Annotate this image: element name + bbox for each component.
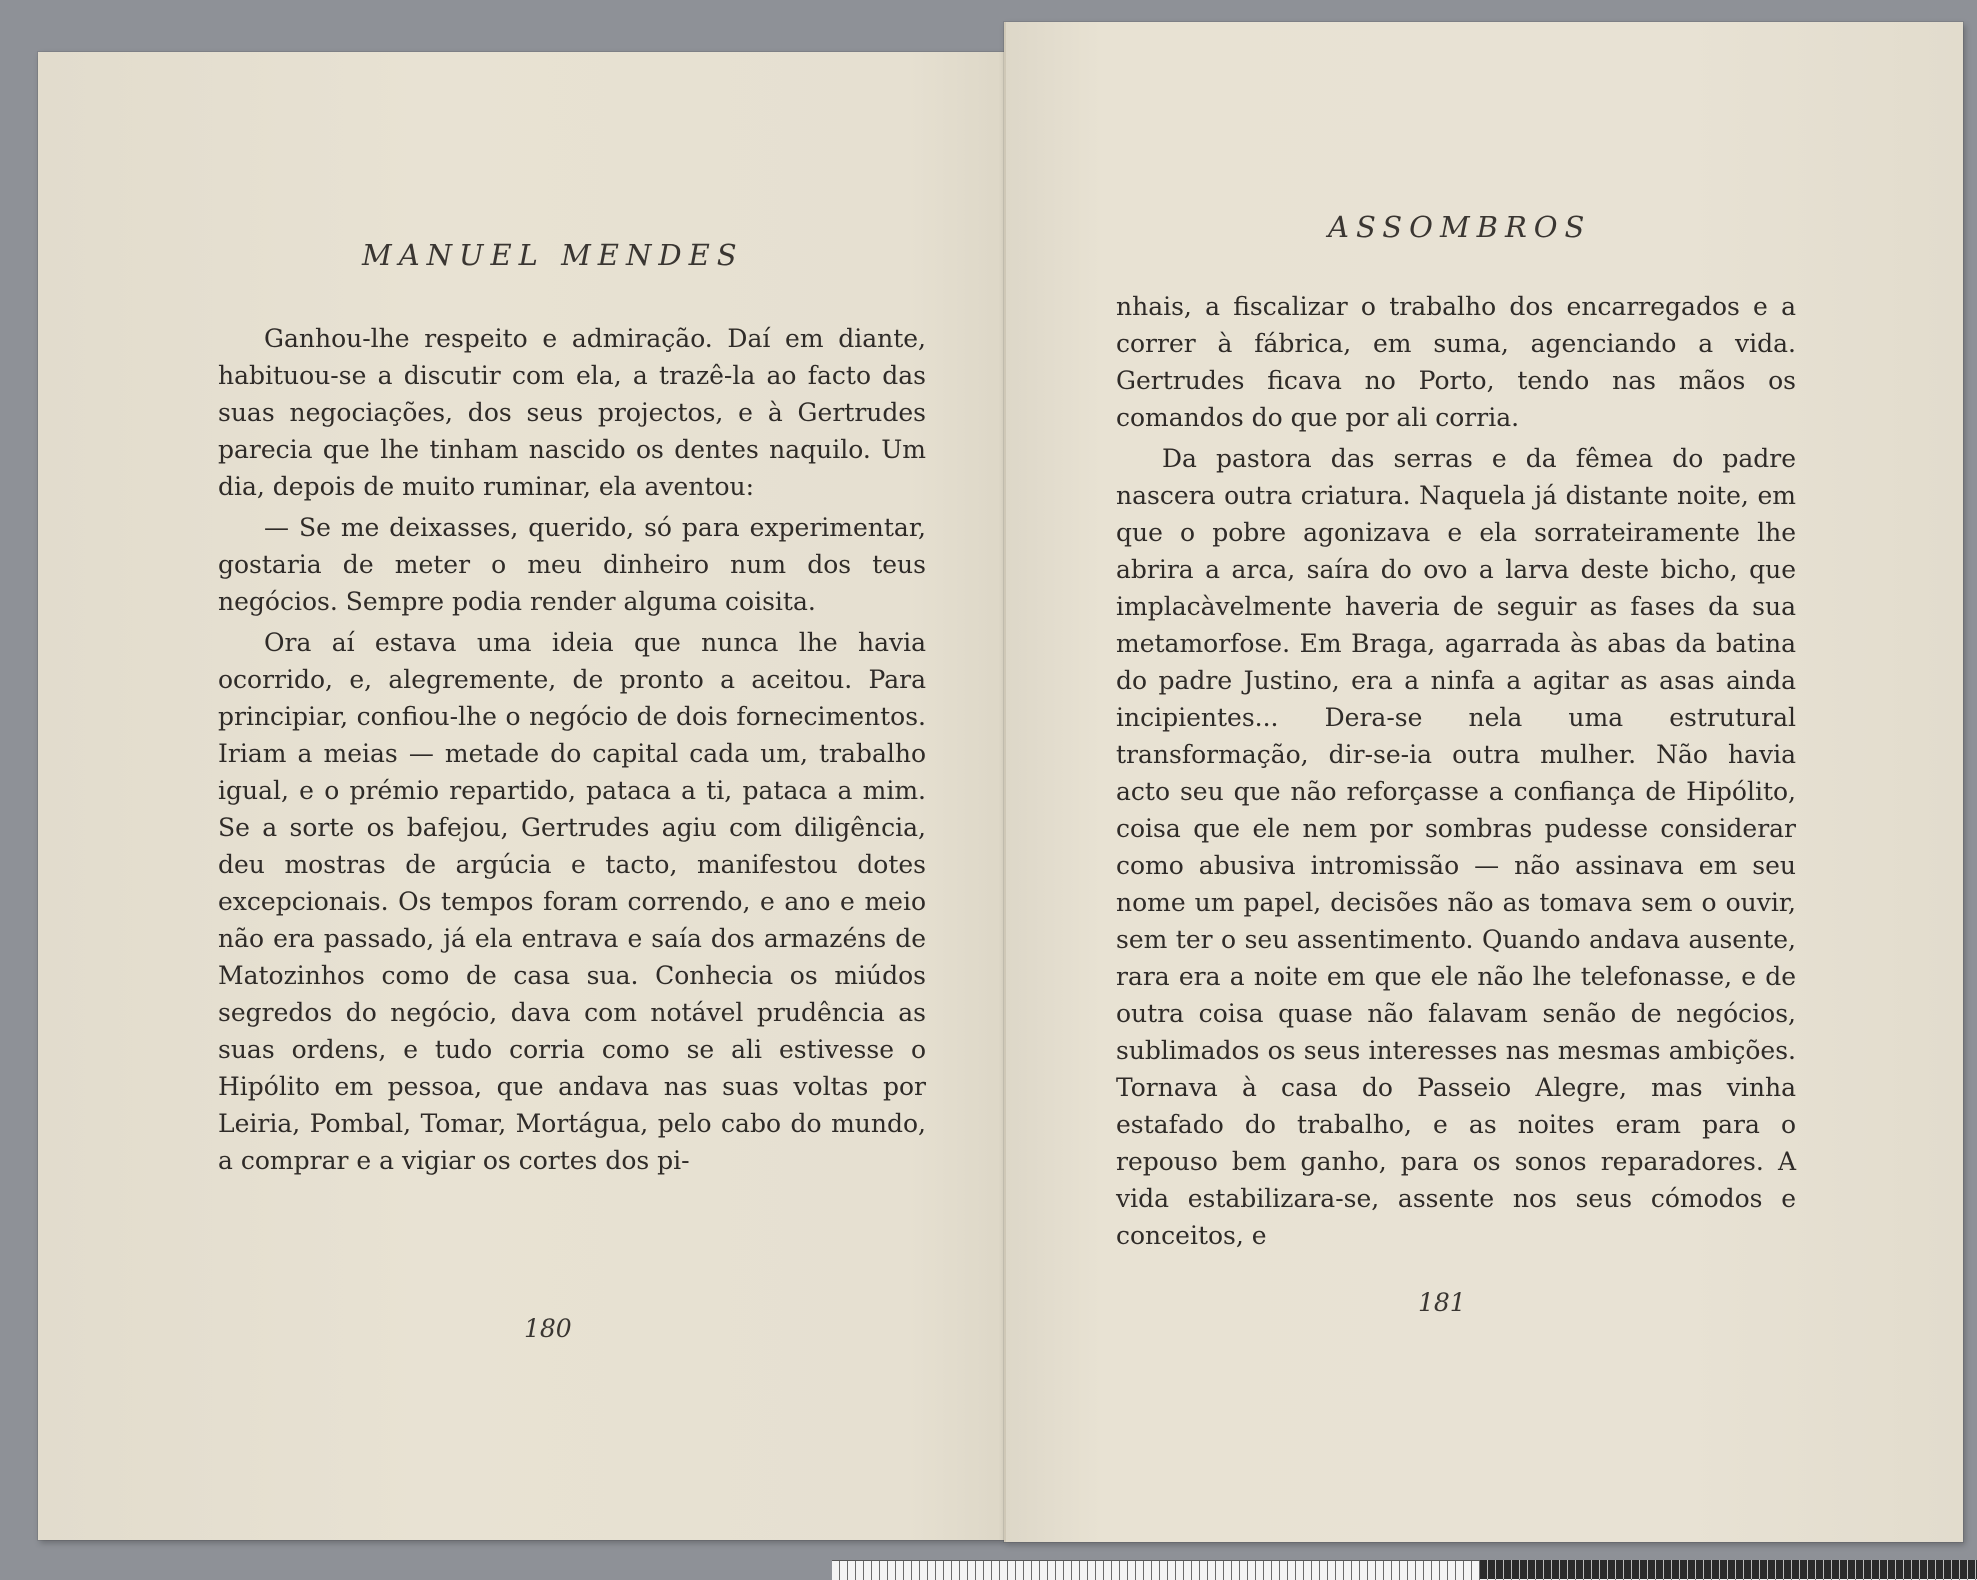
running-head-title: ASSOMBROS [1328,210,1592,244]
right-page [1004,22,1963,1542]
left-page-text [218,320,926,1183]
page-number-right: 181 [1418,1288,1466,1317]
right-page-text [1116,288,1796,1258]
page-number-left: 180 [524,1314,572,1343]
paragraph: Ora aí estava uma ideia que nunca lhe havia ocorrido, e, alegremente, de pronto a aceitou. Para principiar, confiou-lhe o negócio de dois fornecimentos. Iriam a meias — metade do capital cada um, trabalho igual, e o prémio repartido, pataca a ti, pataca a mim. Se a sorte os bafejou, Gertrudes agiu com diligência, deu mostras de argúcia e tacto, manifestou dotes excepcionais. Os tempos foram correndo, e ano e meio não era passado, já ela entrava e saía dos armazéns de Matozinhos como de casa sua. Conhecia os miúdos segredos do negócio, dava com notável prudência as suas ordens, e tudo corria como se ali estivesse o Hipólito em pessoa, que andava nas suas voltas por Leiria, Pombal, Tomar, Mortágua, pelo cabo do mundo, a comprar e a vigiar os cortes dos pi- [218,628,926,1175]
running-head-author: MANUEL MENDES [362,238,744,272]
paragraph: Ganhou-lhe respeito e admiração. Daí em diante, habituou-se a discutir com ela, a trazê-la ao facto das suas negociações, dos seus projectos, e à Gertrudes parecia que lhe tinham nascido os dentes naquilo. Um dia, depois de muito ruminar, ela aventou: [218,324,926,501]
paragraph: nhais, a fiscalizar o trabalho dos encarregados e a correr à fábrica, em suma, agenciando a vida. Gertrudes ficava no Porto, tendo nas mãos os comandos do que por ali corria. [1116,292,1796,432]
scale-ruler-dark-segment [1480,1560,1977,1579]
left-page [38,52,1004,1540]
paragraph: — Se me deixasses, querido, só para experimentar, gostaria de meter o meu dinheiro num dos teus negócios. Sempre podia render alguma coisita. [218,513,926,616]
paragraph: Da pastora das serras e da fêmea do padre nascera outra criatura. Naquela já distante noite, em que o pobre agonizava e ela sorrateiramente lhe abrira a arca, saíra do ovo a larva deste bicho, que implacàvelmente haveria de seguir as fases da sua metamorfose. Em Braga, agarrada às abas da batina do padre Justino, era a ninfa a agitar as asas ainda incipientes... Dera-se nela uma estrutural transformação, dir-se-ia outra mulher. Não havia acto seu que não reforçasse a confiança de Hipólito, coisa que ele nem por sombras pudesse considerar como abusiva intromissão — não assinava em seu nome um papel, decisões não as tomava sem o ouvir, sem ter o seu assentimento. Quando andava ausente, rara era a noite em que ele não lhe telefonasse, e de outra coisa quase não falavam senão de negócios, sublimados os seus interesses nas mesmas ambições. Tornava à casa do Passeio Alegre, mas vinha estafado do trabalho, e as noites eram para o repouso bem ganho, para os sonos reparadores. A vida estabilizara-se, assente nos seus cómodos e conceitos, e [1116,444,1796,1250]
